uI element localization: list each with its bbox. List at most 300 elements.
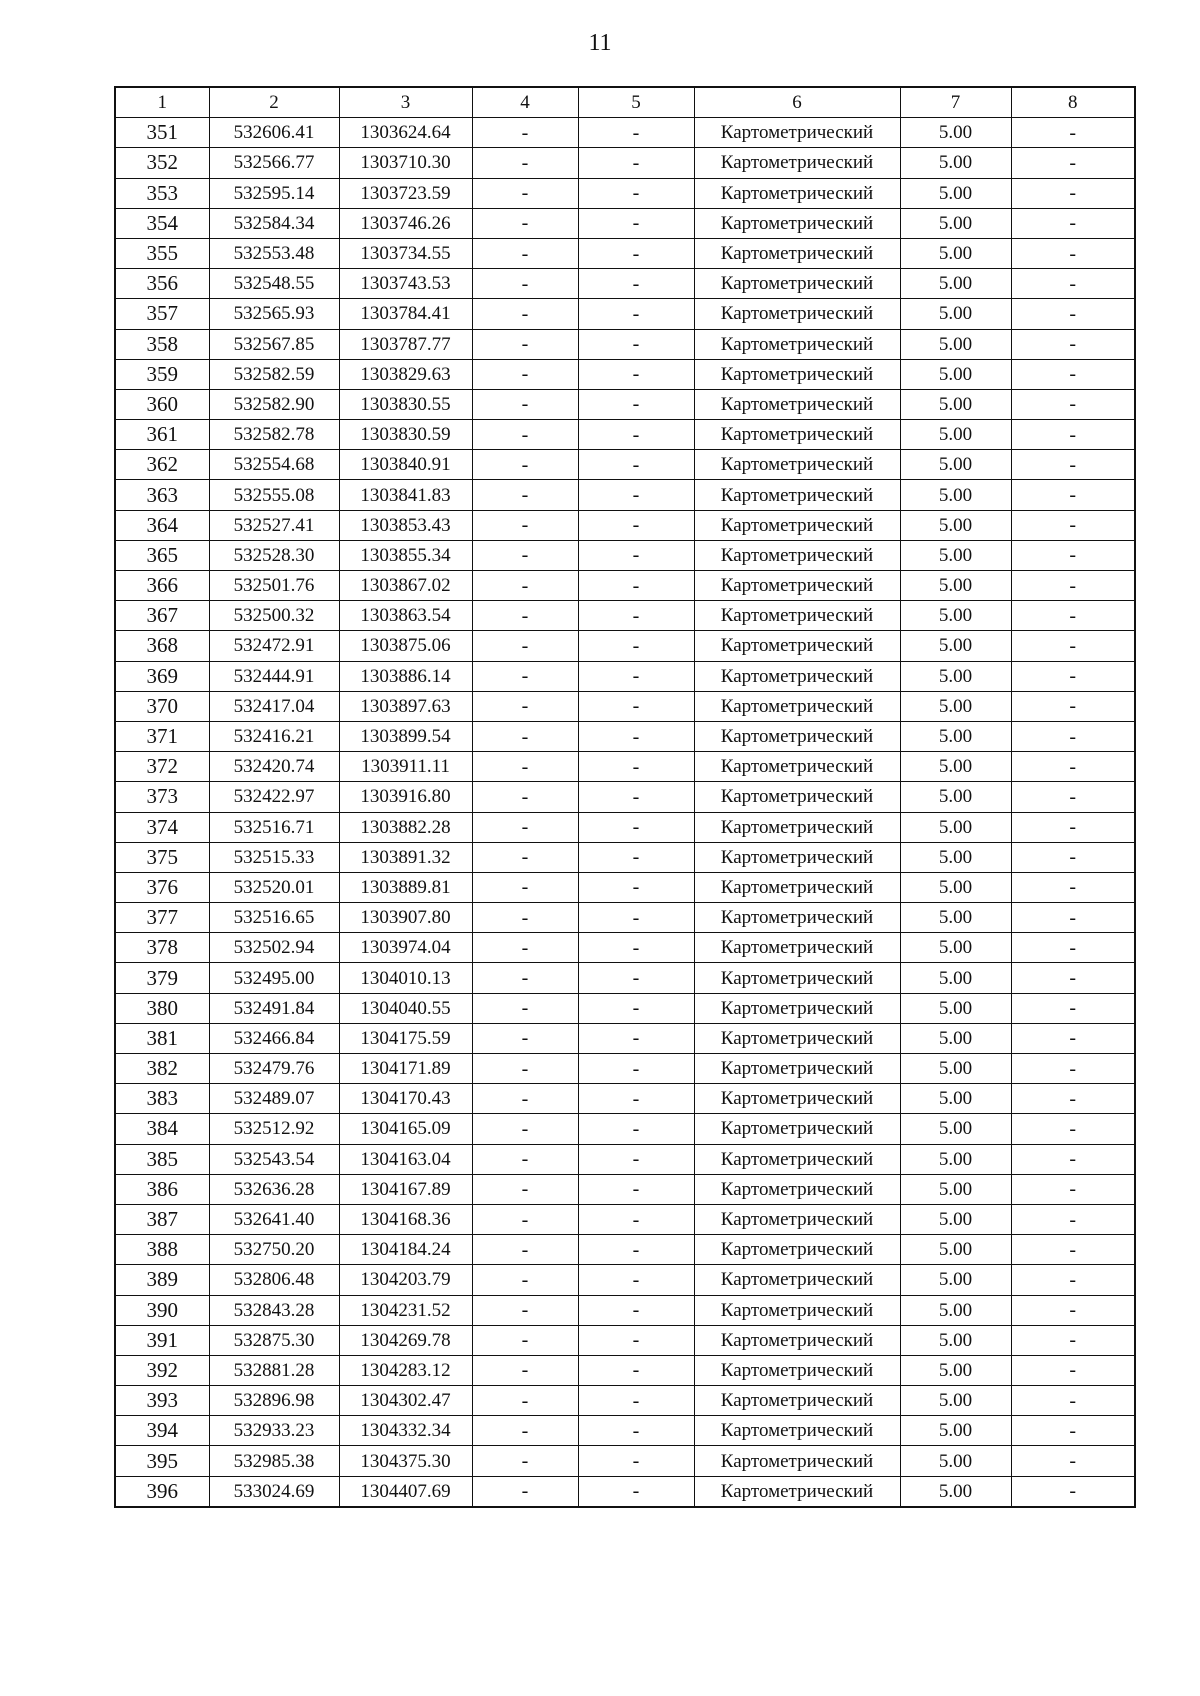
table-cell: Картометрический <box>694 1054 900 1084</box>
table-cell: - <box>472 178 578 208</box>
table-cell: - <box>1011 1325 1135 1355</box>
table-cell: - <box>472 1114 578 1144</box>
table-row <box>115 1295 1135 1325</box>
table-cell: - <box>1011 299 1135 329</box>
table-cell: 532843.28 <box>209 1295 339 1325</box>
table-cell: - <box>472 872 578 902</box>
table-cell: - <box>472 480 578 510</box>
table-cell: - <box>1011 178 1135 208</box>
table-cell: Картометрический <box>694 1144 900 1174</box>
table-cell: - <box>472 1295 578 1325</box>
table-cell: 5.00 <box>900 631 1011 661</box>
table-cell: - <box>472 1416 578 1446</box>
table-cell: - <box>578 1174 694 1204</box>
table-cell: 5.00 <box>900 661 1011 691</box>
table-cell: 1303829.63 <box>339 359 472 389</box>
table-cell: 354 <box>115 208 209 238</box>
table-cell: - <box>472 299 578 329</box>
table-cell: - <box>578 540 694 570</box>
table-cell: 532472.91 <box>209 631 339 661</box>
column-header-6: 6 <box>694 87 900 118</box>
table-cell: 532548.55 <box>209 269 339 299</box>
table-cell: - <box>472 963 578 993</box>
table-cell: 382 <box>115 1054 209 1084</box>
table-cell: - <box>1011 1295 1135 1325</box>
table-cell: 532444.91 <box>209 661 339 691</box>
table-row <box>115 1355 1135 1385</box>
table-cell: 1304302.47 <box>339 1386 472 1416</box>
table-cell: - <box>578 480 694 510</box>
table-cell: 1303841.83 <box>339 480 472 510</box>
table-cell: 1303916.80 <box>339 782 472 812</box>
table-row <box>115 933 1135 963</box>
table-cell: - <box>578 1235 694 1265</box>
table-cell: - <box>472 329 578 359</box>
table-row <box>115 842 1135 872</box>
table-cell: 5.00 <box>900 540 1011 570</box>
table-cell: 1304010.13 <box>339 963 472 993</box>
table-cell: - <box>578 1295 694 1325</box>
table-cell: 5.00 <box>900 571 1011 601</box>
table-cell: - <box>472 812 578 842</box>
table-cell: 532516.65 <box>209 903 339 933</box>
table-cell: - <box>578 269 694 299</box>
table-cell: 5.00 <box>900 1204 1011 1234</box>
table-cell: - <box>1011 208 1135 238</box>
table-cell: - <box>1011 1446 1135 1476</box>
table-cell: 532528.30 <box>209 540 339 570</box>
table-cell: 532565.93 <box>209 299 339 329</box>
table-cell: Картометрический <box>694 389 900 419</box>
table-cell: 5.00 <box>900 359 1011 389</box>
table-cell: 1303624.64 <box>339 118 472 148</box>
table-cell: - <box>472 1023 578 1053</box>
table-cell: 532985.38 <box>209 1446 339 1476</box>
table-cell: - <box>578 721 694 751</box>
table-cell: 385 <box>115 1144 209 1174</box>
table-cell: 532520.01 <box>209 872 339 902</box>
table-cell: 532554.68 <box>209 450 339 480</box>
table-row <box>115 993 1135 1023</box>
table-cell: Картометрический <box>694 752 900 782</box>
table-cell: Картометрический <box>694 571 900 601</box>
table-cell: 5.00 <box>900 208 1011 238</box>
table-cell: Картометрический <box>694 1235 900 1265</box>
table-cell: - <box>472 933 578 963</box>
table-cell: Картометрический <box>694 1476 900 1507</box>
table-cell: 5.00 <box>900 1325 1011 1355</box>
table-cell: Картометрический <box>694 238 900 268</box>
table-row <box>115 299 1135 329</box>
table-cell: - <box>1011 148 1135 178</box>
table-cell: - <box>1011 842 1135 872</box>
table-cell: Картометрический <box>694 782 900 812</box>
table-cell: - <box>1011 329 1135 359</box>
table-cell: - <box>472 993 578 1023</box>
table-cell: 532555.08 <box>209 480 339 510</box>
table-cell: - <box>1011 269 1135 299</box>
table-cell: 1303889.81 <box>339 872 472 902</box>
table-cell: Картометрический <box>694 148 900 178</box>
table-cell: - <box>472 420 578 450</box>
table-cell: 1304168.36 <box>339 1204 472 1234</box>
table-cell: Картометрический <box>694 661 900 691</box>
table-cell: - <box>578 872 694 902</box>
table-cell: - <box>1011 540 1135 570</box>
table-cell: - <box>472 1235 578 1265</box>
table-cell: 5.00 <box>900 329 1011 359</box>
table-cell: - <box>578 933 694 963</box>
table-cell: 1304283.12 <box>339 1355 472 1385</box>
table-cell: - <box>1011 782 1135 812</box>
table-cell: - <box>472 661 578 691</box>
table-cell: 532875.30 <box>209 1325 339 1355</box>
table-cell: Картометрический <box>694 1446 900 1476</box>
table-cell: - <box>578 842 694 872</box>
table-cell: 1303710.30 <box>339 148 472 178</box>
table-cell: Картометрический <box>694 631 900 661</box>
table-row <box>115 601 1135 631</box>
table-cell: Картометрический <box>694 1265 900 1295</box>
table-cell: - <box>472 1204 578 1234</box>
table-cell: 1304231.52 <box>339 1295 472 1325</box>
table-row <box>115 1265 1135 1295</box>
table-row <box>115 540 1135 570</box>
table-cell: 1303891.32 <box>339 842 472 872</box>
table-cell: 363 <box>115 480 209 510</box>
table-cell: 1303907.80 <box>339 903 472 933</box>
table-cell: - <box>472 148 578 178</box>
table-cell: - <box>578 1325 694 1355</box>
table-cell: - <box>1011 1386 1135 1416</box>
table-row <box>115 782 1135 812</box>
table-cell: 1304203.79 <box>339 1265 472 1295</box>
table-cell: 532582.59 <box>209 359 339 389</box>
table-cell: 1304175.59 <box>339 1023 472 1053</box>
table-cell: 5.00 <box>900 299 1011 329</box>
table-cell: 5.00 <box>900 812 1011 842</box>
table-cell: 395 <box>115 1446 209 1476</box>
table-cell: 5.00 <box>900 1144 1011 1174</box>
table-cell: 5.00 <box>900 1476 1011 1507</box>
table-row <box>115 329 1135 359</box>
table-cell: 396 <box>115 1476 209 1507</box>
table-cell: - <box>578 389 694 419</box>
table-cell: Картометрический <box>694 1174 900 1204</box>
table-cell: - <box>578 601 694 631</box>
table-cell: - <box>1011 1144 1135 1174</box>
table-cell: - <box>578 1144 694 1174</box>
table-cell: 532515.33 <box>209 842 339 872</box>
table-cell: - <box>578 1084 694 1114</box>
table-cell: Картометрический <box>694 540 900 570</box>
table-cell: 1303867.02 <box>339 571 472 601</box>
table-cell: 1304163.04 <box>339 1144 472 1174</box>
table-cell: 532566.77 <box>209 148 339 178</box>
table-row <box>115 1023 1135 1053</box>
table-row <box>115 903 1135 933</box>
table-cell: - <box>578 812 694 842</box>
table-cell: 351 <box>115 118 209 148</box>
table-cell: - <box>472 1355 578 1385</box>
column-header-4: 4 <box>472 87 578 118</box>
table-cell: Картометрический <box>694 872 900 902</box>
table-cell: 1303787.77 <box>339 329 472 359</box>
table-cell: 5.00 <box>900 420 1011 450</box>
table-cell: 5.00 <box>900 842 1011 872</box>
table-cell: - <box>578 420 694 450</box>
table-cell: 358 <box>115 329 209 359</box>
table-cell: 532501.76 <box>209 571 339 601</box>
table-cell: 5.00 <box>900 1084 1011 1114</box>
table-cell: 1303974.04 <box>339 933 472 963</box>
table-cell: 5.00 <box>900 721 1011 751</box>
table-cell: - <box>472 1325 578 1355</box>
table-cell: - <box>472 359 578 389</box>
table-row <box>115 1446 1135 1476</box>
table-row <box>115 389 1135 419</box>
table-cell: 532512.92 <box>209 1114 339 1144</box>
table-cell: 532527.41 <box>209 510 339 540</box>
table-cell: - <box>1011 1084 1135 1114</box>
table-cell: - <box>472 1174 578 1204</box>
table-cell: 383 <box>115 1084 209 1114</box>
table-cell: 372 <box>115 752 209 782</box>
table-cell: - <box>1011 480 1135 510</box>
table-cell: - <box>1011 118 1135 148</box>
table-cell: 369 <box>115 661 209 691</box>
table-row <box>115 1054 1135 1084</box>
table-cell: - <box>578 1476 694 1507</box>
table-cell: - <box>1011 1114 1135 1144</box>
table-cell: 1303875.06 <box>339 631 472 661</box>
table-cell: - <box>1011 1355 1135 1385</box>
table-cell: 532553.48 <box>209 238 339 268</box>
table-cell: 5.00 <box>900 933 1011 963</box>
table-cell: 370 <box>115 691 209 721</box>
table-cell: 5.00 <box>900 480 1011 510</box>
table-cell: 5.00 <box>900 1054 1011 1084</box>
table-cell: - <box>578 359 694 389</box>
table-cell: 1303863.54 <box>339 601 472 631</box>
table-cell: 361 <box>115 420 209 450</box>
table-cell: - <box>1011 963 1135 993</box>
table-cell: 393 <box>115 1386 209 1416</box>
table-cell: 391 <box>115 1325 209 1355</box>
table-cell: Картометрический <box>694 420 900 450</box>
table-row <box>115 571 1135 601</box>
table-cell: 365 <box>115 540 209 570</box>
table-cell: Картометрический <box>694 1325 900 1355</box>
table-cell: 376 <box>115 872 209 902</box>
table-cell: 5.00 <box>900 872 1011 902</box>
table-row <box>115 1114 1135 1144</box>
table-cell: 386 <box>115 1174 209 1204</box>
page-number: 11 <box>588 30 612 56</box>
table-cell: 532516.71 <box>209 812 339 842</box>
table-cell: 379 <box>115 963 209 993</box>
table-cell: Картометрический <box>694 450 900 480</box>
table-cell: - <box>1011 601 1135 631</box>
table-cell: - <box>472 571 578 601</box>
table-cell: - <box>578 1023 694 1053</box>
table-cell: 532806.48 <box>209 1265 339 1295</box>
table-row <box>115 1084 1135 1114</box>
table-cell: 5.00 <box>900 238 1011 268</box>
table-cell: 378 <box>115 933 209 963</box>
table-cell: - <box>1011 359 1135 389</box>
table-cell: 367 <box>115 601 209 631</box>
table-cell: 373 <box>115 782 209 812</box>
table-cell: 5.00 <box>900 903 1011 933</box>
table-row <box>115 1325 1135 1355</box>
table-cell: - <box>472 389 578 419</box>
table-cell: 532422.97 <box>209 782 339 812</box>
table-cell: Картометрический <box>694 359 900 389</box>
table-cell: 388 <box>115 1235 209 1265</box>
table-cell: 390 <box>115 1295 209 1325</box>
table-cell: 5.00 <box>900 1386 1011 1416</box>
column-header-5: 5 <box>578 87 694 118</box>
table-cell: - <box>1011 872 1135 902</box>
column-header-3: 3 <box>339 87 472 118</box>
table-cell: 1303746.26 <box>339 208 472 238</box>
table-cell: - <box>1011 420 1135 450</box>
table-cell: 1304332.34 <box>339 1416 472 1446</box>
table-cell: 371 <box>115 721 209 751</box>
table-cell: - <box>578 1265 694 1295</box>
table-cell: 353 <box>115 178 209 208</box>
table-cell: Картометрический <box>694 993 900 1023</box>
table-row <box>115 752 1135 782</box>
table-row <box>115 872 1135 902</box>
table-cell: 5.00 <box>900 1023 1011 1053</box>
table-cell: 1304040.55 <box>339 993 472 1023</box>
table-cell: - <box>1011 721 1135 751</box>
table-cell: 366 <box>115 571 209 601</box>
table-cell: 1304167.89 <box>339 1174 472 1204</box>
table-cell: 1304407.69 <box>339 1476 472 1507</box>
table-cell: - <box>578 993 694 1023</box>
table-cell: 532567.85 <box>209 329 339 359</box>
table-cell: 357 <box>115 299 209 329</box>
table-cell: 5.00 <box>900 993 1011 1023</box>
table-cell: - <box>1011 1476 1135 1507</box>
table-cell: 533024.69 <box>209 1476 339 1507</box>
column-header-1: 1 <box>115 87 209 118</box>
table-cell: - <box>578 510 694 540</box>
table-cell: Картометрический <box>694 1204 900 1234</box>
table-cell: Картометрический <box>694 480 900 510</box>
table-cell: - <box>1011 1054 1135 1084</box>
table-cell: - <box>578 1114 694 1144</box>
table-cell: 532641.40 <box>209 1204 339 1234</box>
table-cell: - <box>1011 389 1135 419</box>
table-cell: 532636.28 <box>209 1174 339 1204</box>
table-row <box>115 238 1135 268</box>
table-cell: - <box>472 691 578 721</box>
table-row <box>115 148 1135 178</box>
table-cell: - <box>578 148 694 178</box>
table-cell: 5.00 <box>900 1446 1011 1476</box>
table-cell: - <box>1011 1265 1135 1295</box>
table-cell: Картометрический <box>694 963 900 993</box>
table-cell: - <box>472 1084 578 1114</box>
table-cell: - <box>472 1054 578 1084</box>
table-cell: 1303897.63 <box>339 691 472 721</box>
table-cell: - <box>1011 812 1135 842</box>
table-cell: Картометрический <box>694 601 900 631</box>
table-cell: - <box>472 1446 578 1476</box>
table-cell: - <box>1011 1023 1135 1053</box>
table-cell: Картометрический <box>694 903 900 933</box>
table-cell: Картометрический <box>694 118 900 148</box>
column-header-8: 8 <box>1011 87 1135 118</box>
table-cell: - <box>472 752 578 782</box>
table-cell: 1303840.91 <box>339 450 472 480</box>
table-row <box>115 1416 1135 1446</box>
table-cell: 5.00 <box>900 510 1011 540</box>
table-cell: 360 <box>115 389 209 419</box>
table-cell: - <box>1011 1204 1135 1234</box>
table-cell: 1303830.55 <box>339 389 472 419</box>
table-cell: - <box>472 1144 578 1174</box>
table-cell: 5.00 <box>900 1235 1011 1265</box>
table-cell: 5.00 <box>900 1174 1011 1204</box>
table-cell: - <box>1011 691 1135 721</box>
table-row <box>115 1174 1135 1204</box>
table-cell: Картометрический <box>694 721 900 751</box>
table-cell: 1304170.43 <box>339 1084 472 1114</box>
table-cell: - <box>472 269 578 299</box>
table-cell: 352 <box>115 148 209 178</box>
table-cell: - <box>578 178 694 208</box>
table-cell: Картометрический <box>694 208 900 238</box>
table-cell: 5.00 <box>900 782 1011 812</box>
table-cell: Картометрический <box>694 691 900 721</box>
header-row <box>115 87 1135 118</box>
table-row <box>115 269 1135 299</box>
table-cell: - <box>472 208 578 238</box>
table-cell: 362 <box>115 450 209 480</box>
table-cell: - <box>1011 238 1135 268</box>
table-cell: 5.00 <box>900 148 1011 178</box>
table-cell: 532502.94 <box>209 933 339 963</box>
table-cell: 532881.28 <box>209 1355 339 1385</box>
table-cell: 384 <box>115 1114 209 1144</box>
table-cell: 5.00 <box>900 1416 1011 1446</box>
table-row <box>115 510 1135 540</box>
table-cell: - <box>578 1446 694 1476</box>
table-cell: 532582.90 <box>209 389 339 419</box>
table-cell: - <box>1011 631 1135 661</box>
table-cell: 1303855.34 <box>339 540 472 570</box>
table-cell: 5.00 <box>900 601 1011 631</box>
table-cell: 1304184.24 <box>339 1235 472 1265</box>
table-cell: 355 <box>115 238 209 268</box>
table-cell: Картометрический <box>694 329 900 359</box>
table-cell: - <box>472 1265 578 1295</box>
table-cell: 375 <box>115 842 209 872</box>
table-body <box>115 118 1135 1507</box>
table-row <box>115 812 1135 842</box>
table-cell: - <box>472 721 578 751</box>
table-cell: - <box>1011 450 1135 480</box>
table-cell: - <box>472 842 578 872</box>
table-cell: 389 <box>115 1265 209 1295</box>
table-cell: - <box>578 208 694 238</box>
table-cell: - <box>472 118 578 148</box>
